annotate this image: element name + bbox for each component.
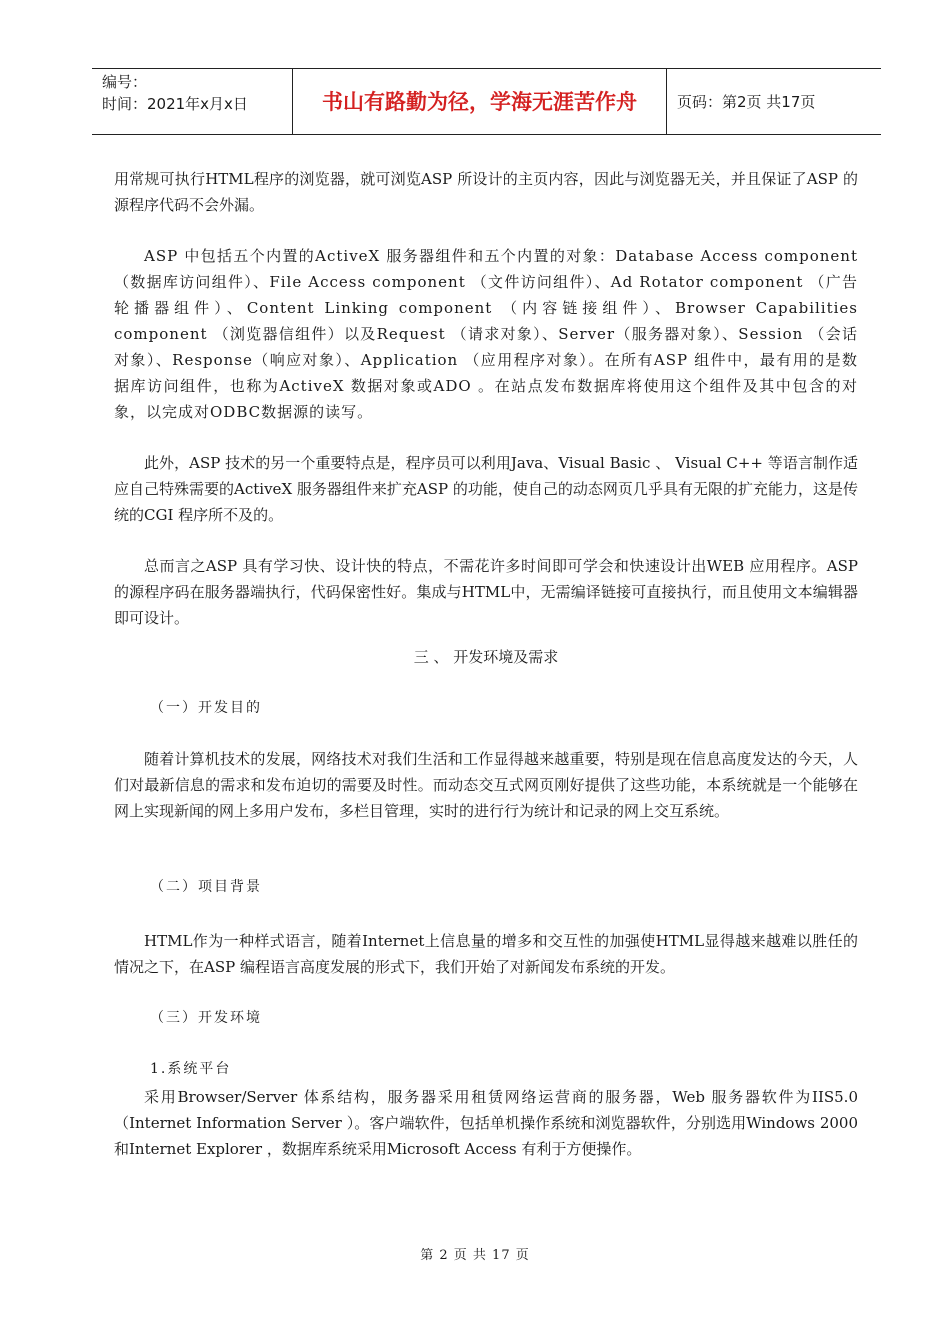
- page-header: [92, 68, 881, 135]
- paragraph-3: 此外，ASP 技术的另一个重要特点是，程序员可以利用Java、Visual Basic 、 Visual C++ 等语言制作适应自己特殊需要的ActiveX 服务器组件来扩充ASP 的功能，使自己的动态网页几乎具有无限的扩充能力，这是传统的CGI 程序所不及的。: [114, 454, 858, 524]
- paragraph-5: 随着计算机技术的发展，网络技术对我们生活和工作显得越来越重要，特别是现在信息高度发达的今天，人们对最新信息的需求和发布迫切的需要及时性。而动态交互式网页刚好提供了这些功能，本系统就是一个能够在网上实现新闻的网上多用户发布，多栏目管理，实时的进行行为统计和记录的网上交互系统。: [114, 750, 858, 820]
- paragraph-6: HTML作为一种样式语言，随着Internet上信息量的增多和交互性的加强使HTML显得越来越难以胜任的情况之下，在ASP 编程语言高度发展的形式下，我们开始了对新闻发布系统的开发。: [114, 932, 858, 976]
- paragraph-2: ASP 中包括五个内置的ActiveX 服务器组件和五个内置的对象：Database Access component （数据库访问组件）、File Access component （文件访问组件）、Ad Rotator component （广告轮播器组件）、Content Linking component （内容链接组件）、Browser Capabilities component （浏览器信组件）以及Request （请求对象）、Server（服务器对象）、Session （会话对象）、Response（响应对象）、Application （应用程序对象）。在所有ASP 组件中，最有用的是数据库访问组件，也称为ActiveX 数据对象或ADO 。在站点发布数据库将使用这个组件及其中包含的对象，以完成对ODBC数据源的读写。: [114, 247, 858, 421]
- subheading-platform: 1.系统平台: [150, 1061, 232, 1077]
- subheading-background: （二）项目背景: [150, 879, 262, 895]
- subheading-environment: （三）开发环境: [150, 1010, 262, 1026]
- paragraph-1: 用常规可执行HTML程序的浏览器，就可浏览ASP 所设计的主页内容，因此与浏览器无关，并且保证了ASP 的源程序代码不会外漏。: [114, 170, 858, 214]
- header-meta: [92, 69, 293, 134]
- time-label: 时间：2021年x月x日: [102, 95, 248, 113]
- paragraph-7: 采用Browser/Server 体系结构，服务器采用租赁网络运营商的服务器，Web 服务器软件为IIS5.0（Internet Information Server ）。客户端软件，包括单机操作系统和浏览器软件，分别选用Windows 2000 和Internet Explorer ，数据库系统采用Microsoft Access 有利于方便操作。: [114, 1088, 858, 1158]
- code-label: 编号：: [102, 73, 148, 91]
- header-motto: 书山有路勤为径，学海无涯苦作舟: [293, 69, 667, 134]
- page-footer: 第 2 页 共 17 页: [420, 1248, 530, 1263]
- header-page-info: 页码：第2页 共17页: [677, 93, 816, 111]
- section-title: 三 、 开发环境及需求: [413, 648, 559, 666]
- paragraph-4: 总而言之ASP 具有学习快、设计快的特点，不需花许多时间即可学会和快速设计出WEB 应用程序。ASP 的源程序码在服务器端执行，代码保密性好。集成与HTML中，无需编译链接可直接执行，而且使用文本编辑器即可设计。: [114, 557, 858, 627]
- subheading-purpose: （一）开发目的: [150, 700, 262, 716]
